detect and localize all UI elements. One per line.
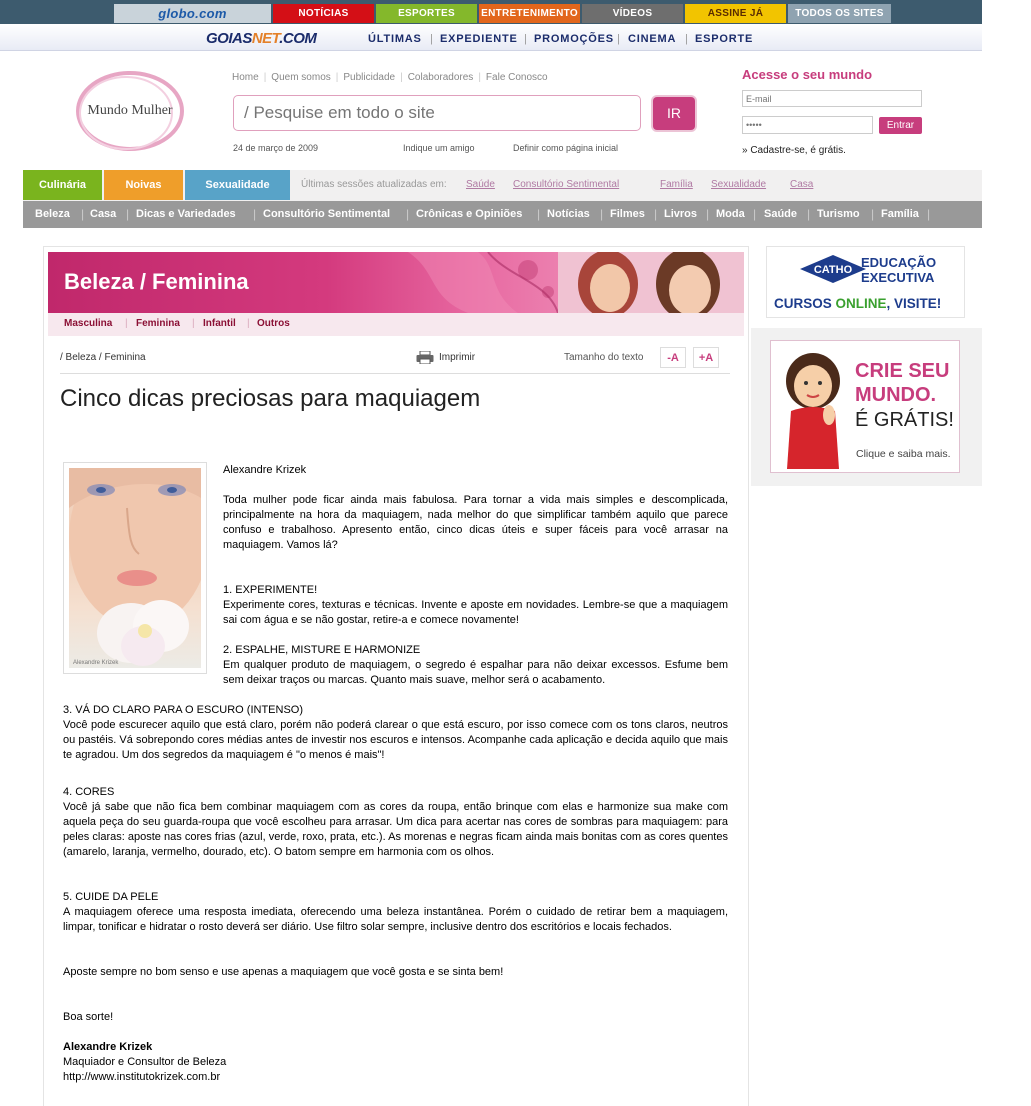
login-title: Acesse o seu mundo	[742, 67, 873, 82]
divider	[60, 373, 730, 374]
section-separator: |	[81, 207, 85, 221]
banner-title: Beleza / Feminina	[64, 269, 249, 294]
updated-link-casa[interactable]: Casa	[790, 179, 814, 190]
goiasnet-nav-separator: |	[685, 33, 688, 45]
svg-text:CURSOS ONLINE, VISITE!	[774, 296, 941, 311]
subsection-separator: |	[125, 318, 128, 329]
crie-cta: Clique e saiba mais.	[856, 448, 951, 460]
photo-credit: Alexandre Krizek	[73, 660, 119, 666]
section-separator: |	[871, 207, 875, 221]
subsection-separator: |	[247, 318, 250, 329]
section-filmes[interactable]: Filmes	[610, 208, 645, 220]
section-moda[interactable]: Moda	[716, 208, 745, 220]
tip4-title: 4. CORES	[63, 786, 115, 798]
section-familia[interactable]: Família	[881, 208, 919, 220]
globo-tab-videos[interactable]: VÍDEOS	[582, 4, 683, 23]
section-separator: |	[126, 207, 130, 221]
subsection-masculina[interactable]: Masculina	[64, 318, 113, 329]
updated-link-saude[interactable]: Saúde	[466, 179, 495, 190]
section-saude[interactable]: Saúde	[764, 208, 798, 220]
goiasnet-nav-cinema[interactable]: CINEMA	[628, 33, 677, 45]
catho-cta-b: ONLINE	[835, 296, 887, 311]
tip5-body: A maquiagem oferece uma resposta imediata, oferecendo uma beleza instantânea. Porém o cuidado de retirar bem a maquiagem, limpar, tonificar e hidratar o rosto deverá ser diário. Use filtro solar sempre, inclusive dentro dos escritórios e locais fechados.	[63, 906, 728, 933]
goiasnet-logo-accent: NET	[251, 30, 280, 47]
signature-role: Maquiador e Consultor de Beleza	[63, 1056, 227, 1068]
section-separator: |	[654, 207, 658, 221]
goiasnet-nav-promocoes[interactable]: PROMOÇÕES	[534, 33, 614, 45]
goiasnet-nav-ultimas[interactable]: ÚLTIMAS	[368, 33, 422, 45]
tab-sexualidade[interactable]: Sexualidade	[185, 170, 290, 200]
goiasnet-logo-tail: .COM	[279, 30, 317, 47]
section-casa[interactable]: Casa	[90, 208, 117, 220]
search-box	[233, 95, 641, 131]
updated-link-familia[interactable]: Família	[660, 179, 693, 190]
goiasnet-nav-separator: |	[430, 33, 433, 45]
section-separator: |	[600, 207, 604, 221]
section-livros[interactable]: Livros	[664, 208, 698, 220]
increase-font-button[interactable]: +A	[693, 347, 719, 368]
section-separator: |	[753, 207, 757, 221]
goiasnet-nav-esporte[interactable]: ESPORTE	[695, 33, 754, 45]
catho-cta-a: CURSOS	[774, 296, 836, 311]
signature-name: Alexandre Krizek	[63, 1041, 153, 1053]
signature-url[interactable]: http://www.institutokrizek.com.br	[63, 1071, 221, 1083]
goiasnet-logo[interactable]	[206, 30, 316, 47]
section-separator: |	[927, 207, 931, 221]
globo-tab-noticias[interactable]: NOTÍCIAS	[273, 4, 374, 23]
crie-line3: É GRÁTIS!	[855, 409, 954, 431]
tip2-body: Em qualquer produto de maquiagem, o segredo é espalhar para não deixar excessos. Esfume bem sem deixar traços ou marcas. Quanto mais suave, melhor será o acabamento.	[223, 659, 728, 686]
definir-pagina-inicial-link[interactable]: Definir como página inicial	[513, 143, 619, 153]
indique-amigo-link[interactable]: Indique um amigo	[403, 143, 475, 153]
updated-link-sexualidade[interactable]: Sexualidade	[711, 179, 767, 190]
subsection-outros[interactable]: Outros	[257, 318, 290, 329]
top-link-publicidade[interactable]: Publicidade	[343, 72, 396, 83]
catho-logo: CATHO	[813, 264, 853, 276]
printer-icon[interactable]	[416, 351, 434, 364]
article-intro: Toda mulher pode ficar ainda mais fabulosa. Para tornar a vida mais simples e descomplicada, principalmente na hora da maquiagem, nada melhor do que simplificar também aquilo que parece confuso e trabalhoso. Apresento então, cinco dicas úteis e super fáceis para você arrasar na maquiagem. Vamos lá?	[223, 494, 728, 551]
goiasnet-nav-separator: |	[617, 33, 620, 45]
globo-home-link[interactable]: globo.com	[114, 4, 271, 23]
section-turismo[interactable]: Turismo	[817, 208, 860, 220]
section-consultorio-sentimental[interactable]: Consultório Sentimental	[263, 208, 391, 220]
print-link[interactable]: Imprimir	[439, 352, 476, 363]
current-date: 24 de março de 2009	[233, 143, 319, 153]
section-separator: |	[537, 207, 541, 221]
tip4-body: Você já sabe que não fica bem combinar maquiagem com as cores da roupa, então brinque com elas e harmonize sua make com aquela peça do seu guarda-roupa que você escolheu para arrasar. Um dica para acertar nas cores de sombras para maquiagem: para peles claras: aposte nas cores frias (azul, verde, roxo, prata, etc.). As morenas e negras ficam ainda mais bonitas com as cores quentes (amarelo, laranja, vermelho, dourado, etc). O batom sempre em harmonia com os olhos.	[63, 801, 728, 858]
search-input[interactable]	[242, 96, 636, 130]
register-link[interactable]: » Cadastre-se, é grátis.	[742, 145, 846, 156]
updated-sections-label: Últimas sessões atualizadas em:	[301, 179, 447, 190]
crie-line2: MUNDO.	[855, 384, 937, 406]
article-goodbye: Boa sorte!	[63, 1011, 114, 1023]
breadcrumb[interactable]: / Beleza / Feminina	[60, 352, 146, 363]
section-noticias[interactable]: Notícias	[547, 208, 590, 220]
tip2-title: 2. ESPALHE, MISTURE E HARMONIZE	[223, 644, 421, 656]
globo-tab-assine[interactable]: ASSINE JÁ	[685, 4, 786, 23]
subsection-separator: |	[192, 318, 195, 329]
logo-text: Mundo Mulher	[87, 103, 173, 118]
tip1-body: Experimente cores, texturas e técnicas. Invente e aposte em novidades. Lembre-se que a maquiagem sai com água e se não gostar, retire-a e comece novamente!	[223, 599, 728, 626]
globo-tab-esportes[interactable]: ESPORTES	[376, 4, 477, 23]
tip3-title: 3. VÁ DO CLARO PARA O ESCURO (INTENSO)	[63, 704, 304, 716]
top-link-colaboradores[interactable]: Colaboradores	[407, 72, 474, 83]
top-link-home[interactable]: Home	[232, 72, 259, 83]
section-dicas-e-variedades[interactable]: Dicas e Variedades	[136, 208, 236, 220]
section-separator: |	[406, 207, 410, 221]
tab-culinaria[interactable]: Culinária	[23, 170, 102, 200]
crie-line1: CRIE SEU	[855, 360, 950, 382]
decrease-font-button[interactable]: -A	[660, 347, 686, 368]
tip1-title: 1. EXPERIMENTE!	[223, 584, 318, 596]
mundo-mulher-logo[interactable]	[74, 68, 186, 154]
tip3-body: Você pode escurecer aquilo que está claro, porém não poderá clarear o que está escuro, por isso comece com os tons claros, neutros ou pastéis. Vá sobrepondo cores médias antes de investir nos escuros e intensos. Acompanhe cada aplicação e decida aquilo que mais te agradou. Um dos segredos da maquiagem é "o menos é mais"!	[63, 719, 728, 761]
section-cronicas-e-opinioes[interactable]: Crônicas e Opiniões	[416, 208, 523, 220]
article-photo	[69, 468, 201, 668]
section-beleza[interactable]: Beleza	[35, 208, 70, 220]
catho-cta-c: , VISITE!	[886, 296, 942, 311]
updated-link-consultorio-sentimental[interactable]: Consultório Sentimental	[513, 179, 620, 190]
tip5-title: 5. CUIDE DA PELE	[63, 891, 159, 903]
password-field[interactable]	[742, 116, 873, 134]
search-button[interactable]: IR	[653, 97, 695, 130]
catho-line2: EXECUTIVA	[861, 270, 935, 285]
subsection-infantil[interactable]: Infantil	[203, 318, 236, 329]
text-size-label: Tamanho do texto	[564, 352, 644, 363]
goiasnet-logo-main: GOIAS	[206, 30, 252, 47]
crie-seu-mundo-ad[interactable]	[770, 340, 960, 473]
login-button[interactable]: Entrar	[879, 117, 922, 134]
catho-line1: EDUCAÇÃO	[861, 255, 937, 270]
tab-noivas[interactable]: Noivas	[104, 170, 183, 200]
top-link-fale-conosco[interactable]: Fale Conosco	[485, 72, 548, 83]
article-author-top: Alexandre Krizek	[223, 464, 307, 476]
subsection-feminina[interactable]: Feminina	[136, 318, 180, 329]
goiasnet-nav-expediente[interactable]: EXPEDIENTE	[440, 33, 518, 45]
top-link-quem-somos[interactable]: Quem somos	[271, 72, 331, 83]
top-links: Home | Quem somos | Publicidade | Colaboradores | Fale Conosco	[232, 72, 548, 83]
globo-tab-todos-os-sites[interactable]: TODOS OS SITES	[788, 4, 891, 23]
section-separator: |	[253, 207, 257, 221]
section-separator: |	[706, 207, 710, 221]
section-separator: |	[807, 207, 811, 221]
goiasnet-nav-separator: |	[524, 33, 527, 45]
email-field[interactable]	[742, 90, 922, 107]
globo-tab-entretenimento[interactable]: ENTRETENIMENTO	[479, 4, 580, 23]
article-title: Cinco dicas preciosas para maquiagem	[60, 385, 481, 412]
catho-ad[interactable]	[766, 246, 965, 318]
article-closing: Aposte sempre no bom senso e use apenas a maquiagem que você gosta e se sinta bem!	[63, 966, 504, 978]
